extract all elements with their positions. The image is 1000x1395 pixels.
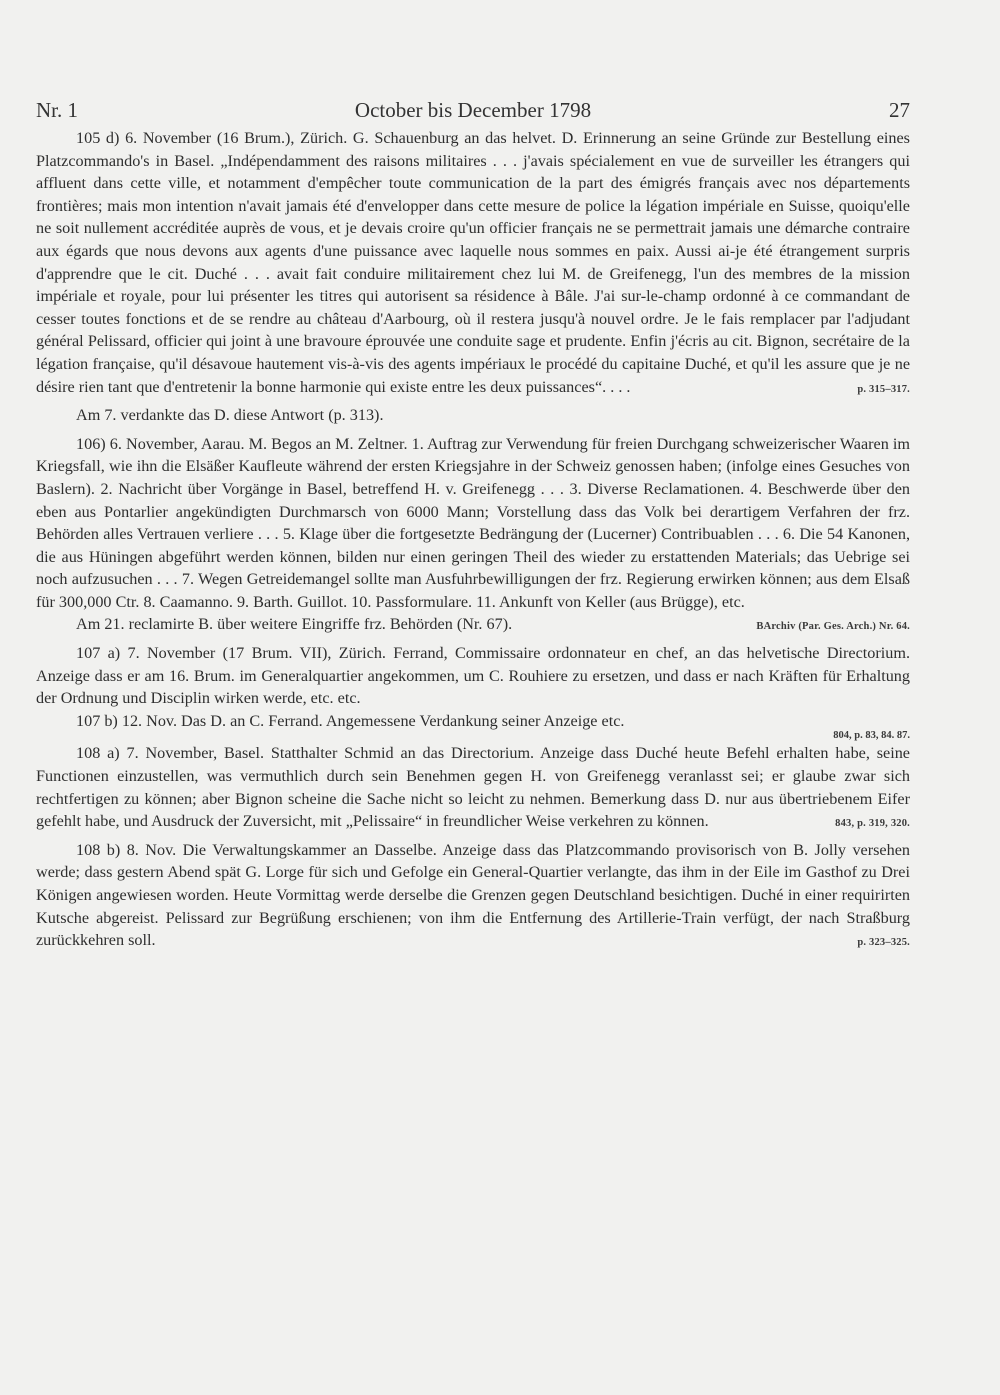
entry-text: 106) 6. November, Aarau. M. Begos an M. Zeltner. 1. Auftrag zur Verwendung für freien Durchgang schweizerischer Waaren im Kriegsfall, wie ihn die Elsäßer Kaufleute während der ersten Kriegsjahre in der Schweiz genossen haben; (infolge eines Gesuches von Baslern). 2. Nachricht über Vorgänge in Basel, betreffend H. v. Greifenegg . . . 3. Diverse Reclamationen. 4. Beschwerde über den eben aus Pontarlier angekündigten Durchmarsch von 6000 Mann; Vorstellung dass das Volk bei derartigem Verfahren der frz. Behörden alles Vertrauen verliere . . . 5. Klage über die fortgesetzte Bedrängung der (Lucerner) Contribuablen . . . 6. Die 54 Kanonen, die aus Hüningen abgeführt werden können, bilden nur einen geringen Theil des wieder zu erstattenden Materials; das Uebrige sei noch aufzusuchen . . . 7. Wegen Getreidemangel sollte man Ausfuhrbewilligungen der frz. Regierung erwirken können; aus dem Elsaß für 300,000 Ctr. 8. Caamanno. 9. Barth. Guillot. 10. Passformulare. 11. Ankunft von Keller (aus Brügge), etc. [36, 434, 910, 611]
entry-text: Am 7. verdankte das D. diese Antwort (p. 313). [76, 406, 384, 425]
document-body [36, 127, 910, 952]
page-number: 27 [889, 98, 910, 122]
entry-108a [36, 742, 910, 832]
entry-text: Am 21. reclamirte B. über weitere Eingriffe frz. Behörden (Nr. 67). [76, 615, 513, 634]
reference: p. 323–325. [857, 937, 910, 949]
entry-text: 107 b) 12. Nov. Das D. an C. Ferrand. Angemessene Verdankung seiner Anzeige etc. [76, 711, 625, 730]
reference: 843, p. 319, 320. [835, 818, 910, 830]
header-number: Nr. 1 [36, 98, 78, 122]
entry-note [36, 404, 910, 427]
entry-105d [36, 127, 910, 398]
reference: 804, p. 83, 84. 87. [833, 730, 910, 742]
reference: BArchiv (Par. Ges. Arch.) Nr. 64. [756, 621, 910, 633]
entry-108b [36, 839, 910, 952]
entry-note [36, 613, 910, 636]
header-title: October bis December 1798 [354, 98, 592, 122]
entry-106 [36, 433, 910, 614]
entry-text: 107 a) 7. November (17 Brum. VII), Zürich. Ferrand, Commissaire ordonnateur en chef, an das helvetische Directorium. Anzeige dass er am 16. Brum. im Generalquartier angekommen, um C. Rouhiere zu ersetzen, und dass er nach Kräften für Erhaltung der Ordnung und Disciplin wirken werde, etc. etc. [36, 644, 910, 708]
entry-text: 105 d) 6. November (16 Brum.), Zürich. G. Schauenburg an das helvet. D. Erinnerung an seine Gründe zur Bestellung eines Platzcommando's in Basel. „Indépendamment des raisons militaires . . . j'avais spécialement en vue de surveiller les étrangers qui affluent dans cette ville, et notamment d'empêcher toute communication de la part des émigrés français avec nos départements frontières; mais mon intention n'avait jamais été d'envelopper dans cette mesure de police la légation impériale en Suisse, quoiqu'elle ne soit nullement accréditée auprès de vous, et je devais croire qu'un officier français ne se permettrait jamais une démarche contraire aux égards que nous devons aux agents d'une puissance avec laquelle nous sommes en paix. Aussi ai-je été étrangement surpris d'apprendre que le cit. Duché . . . avait fait conduire militairement chez lui M. de Greifenegg, l'un des membres de la mission impériale et royale, pour lui présenter les titres qui autorisent sa résidence à Bâle. J'ai sur-le-champ ordonné à ce commandant de cesser toutes fonctions et de se rendre au château d'Aarbourg, où il restera jusqu'à nouvel ordre. Je le fais remplacer par l'adjudant général Pelissard, officier qui joint à une bravoure éprouvée une conduite sage et prudente. Enfin j'écris au cit. Bignon, secrétaire de la légation française, qu'il désavoue hautement vis-à-vis des agents impériaux le procédé du capitaine Duché, et qu'il les assure que je ne désire rien tant que d'entretenir la bonne harmonie qui existe entre les deux puissances“. . . . [36, 129, 910, 396]
reference: p. 315–317. [857, 383, 910, 395]
entry-107b [36, 710, 910, 733]
entry-text: 108 b) 8. Nov. Die Verwaltungskammer an Dasselbe. Anzeige dass das Platzcommando provisorisch von B. Jolly versehen werde; dass gestern Abend spät G. Lorge für sich und Gefolge ein General-Quartier verlangte, das ihm in der Eile im Gasthof zu Drei Königen angewiesen worden. Heute Vormittag werde derselbe die Grenzen gegen Deutschland besichtigen. Duché in einer requirirten Kutsche abgereist. Pelissard zur Begrüßung erschienen; von ihm die Entfernung des Artillerie-Train verfügt, der nach Straßburg zurückkehren soll. [36, 840, 910, 950]
entry-text: 108 a) 7. November, Basel. Statthalter Schmid an das Directorium. Anzeige dass Duché heute Befehl erhalten habe, seine Functionen einzustellen, was vermuthlich durch sein Benehmen gegen H. von Greifenegg veranlasst sei; er glaube zwar sich rechtfertigen zu können; aber Bignon scheine die Sache nicht so leicht zu nehmen. Bemerkung dass D. nur aus übertriebenem Eifer gefehlt habe, und Ausdruck der Zuversicht, mit „Pelissaire“ in freundlicher Weise verkehren zu können. [36, 744, 910, 831]
entry-107a [36, 642, 910, 710]
running-header [36, 98, 910, 128]
